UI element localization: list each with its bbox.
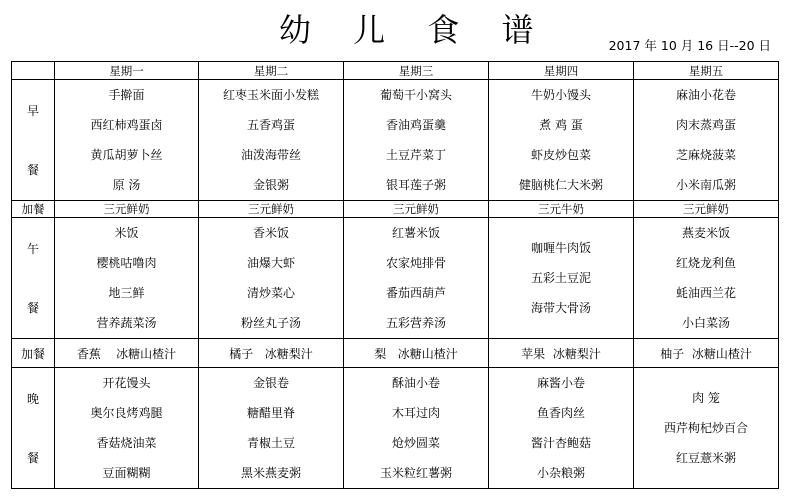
meal-label-bottom: 餐 xyxy=(26,301,39,315)
date-range: 2017 年 10 月 16 日--20 日 xyxy=(608,38,771,53)
lunch-row xyxy=(12,218,779,339)
dish-item: 番茄西葫芦 xyxy=(385,286,446,300)
dish-item: 黄瓜胡萝卜丝 xyxy=(90,148,163,162)
dish-item: 红豆薏米粥 xyxy=(675,451,736,465)
dish-item: 香油鸡蛋羹 xyxy=(385,118,446,132)
extra-meal-row-1 xyxy=(12,201,779,218)
meal-label-lunch xyxy=(12,218,55,339)
dish-item: 糖醋里脊 xyxy=(246,406,295,420)
dish-item: 小白菜汤 xyxy=(681,316,730,330)
dish-item: 油泼海带丝 xyxy=(240,148,301,162)
dish-item: 银耳莲子粥 xyxy=(385,178,446,192)
corner-cell xyxy=(12,62,55,80)
dish-item: 虾皮炒包菜 xyxy=(530,148,591,162)
meal-label-extra: 加餐 xyxy=(12,201,55,218)
snack-cell: 三元牛奶 xyxy=(489,201,634,218)
dish-item: 牛奶小馒头 xyxy=(530,88,591,102)
snack-fruit: 橘子 xyxy=(229,346,254,361)
snack-cell: 三元鲜奶 xyxy=(634,201,779,218)
snack-cell xyxy=(55,339,199,368)
dish-item: 葡萄干小窝头 xyxy=(379,88,452,102)
dish-item: 红薯米饭 xyxy=(391,226,440,240)
dish-item: 香米饭 xyxy=(252,226,289,240)
dish-item: 开花馒头 xyxy=(102,376,151,390)
dish-item: 麻酱小卷 xyxy=(536,376,585,390)
dish-item: 木耳过肉 xyxy=(391,406,440,420)
meal-label-dinner xyxy=(12,368,55,489)
dish-cell xyxy=(634,80,779,201)
snack-fruit: 柚子 xyxy=(660,346,685,361)
snack-drink: 冰糖梨汁 xyxy=(264,346,313,361)
meal-label-top: 午 xyxy=(26,242,39,256)
snack-drink: 冰糖山楂汁 xyxy=(116,346,177,361)
day-header: 星期五 xyxy=(634,62,779,80)
dish-item: 粉丝丸子汤 xyxy=(240,316,301,330)
dish-item: 西红柿鸡蛋卤 xyxy=(90,118,163,132)
dish-cell xyxy=(489,218,634,339)
dish-item: 酱汁杏鲍菇 xyxy=(530,436,591,450)
dish-item: 奥尔良烤鸡腿 xyxy=(90,406,163,420)
snack-cell xyxy=(634,339,779,368)
dish-item: 麻油小花卷 xyxy=(675,88,736,102)
snack-fruit: 梨 xyxy=(374,346,387,361)
header-row xyxy=(12,62,779,80)
meal-label-bottom: 餐 xyxy=(26,163,39,177)
dish-cell xyxy=(199,368,344,489)
meal-label-top: 晚 xyxy=(26,392,39,406)
dish-item: 青椒土豆 xyxy=(246,436,295,450)
snack-drink: 冰糖梨汁 xyxy=(552,346,601,361)
dish-item: 土豆芹菜丁 xyxy=(385,148,446,162)
dish-item: 西芹枸杞炒百合 xyxy=(663,421,748,435)
dish-item: 地三鲜 xyxy=(108,286,145,300)
dish-item: 鱼香肉丝 xyxy=(536,406,585,420)
snack-cell: 三元鲜奶 xyxy=(344,201,489,218)
meal-label-extra: 加餐 xyxy=(12,339,55,368)
dish-item: 油爆大虾 xyxy=(246,256,295,270)
dish-item: 五彩土豆泥 xyxy=(530,271,591,285)
dish-item: 健脑桃仁大米粥 xyxy=(518,178,603,192)
dish-cell xyxy=(55,368,199,489)
dish-item: 樱桃咕噜肉 xyxy=(96,256,157,270)
menu-table xyxy=(11,61,779,489)
dish-item: 小米南瓜粥 xyxy=(675,178,736,192)
dish-item: 五香鸡蛋 xyxy=(246,118,295,132)
dish-cell xyxy=(199,80,344,201)
day-header: 星期二 xyxy=(199,62,344,80)
dish-item: 小杂粮粥 xyxy=(536,466,585,480)
dish-cell xyxy=(55,218,199,339)
dish-item: 煮 鸡 蛋 xyxy=(539,118,583,132)
dish-cell xyxy=(489,80,634,201)
dish-cell xyxy=(55,80,199,201)
dish-cell xyxy=(344,218,489,339)
dish-item: 肉末蒸鸡蛋 xyxy=(675,118,736,132)
dish-item: 玉米粒红薯粥 xyxy=(379,466,452,480)
dish-item: 红枣玉米面小发糕 xyxy=(222,88,319,102)
snack-cell xyxy=(199,339,344,368)
page-title: 幼 儿 食 谱 xyxy=(279,11,550,49)
dish-cell xyxy=(344,368,489,489)
dish-item: 米饭 xyxy=(114,226,139,240)
dish-item: 金银卷 xyxy=(252,376,289,390)
dish-cell xyxy=(634,368,779,489)
dish-item: 黑米燕麦粥 xyxy=(240,466,301,480)
dish-item: 炝炒圆菜 xyxy=(391,436,440,450)
snack-fruit: 香蕉 xyxy=(76,346,101,361)
meal-label-breakfast xyxy=(12,80,55,201)
dinner-row xyxy=(12,368,779,489)
day-header: 星期三 xyxy=(344,62,489,80)
dish-item: 海带大骨汤 xyxy=(530,301,591,315)
snack-fruit: 苹果 xyxy=(521,346,546,361)
snack-drink: 冰糖山楂汁 xyxy=(397,346,458,361)
dish-item: 咖喱牛肉饭 xyxy=(530,241,591,255)
dish-item: 原 汤 xyxy=(112,178,141,192)
extra-meal-row-2 xyxy=(12,339,779,368)
meal-label-top: 早 xyxy=(26,104,39,118)
dish-item: 红烧龙利鱼 xyxy=(675,256,736,270)
dish-cell xyxy=(344,80,489,201)
dish-item: 营养蔬菜汤 xyxy=(96,316,157,330)
dish-item: 豆面糊糊 xyxy=(102,466,151,480)
dish-item: 蚝油西兰花 xyxy=(675,286,736,300)
dish-item: 农家炖排骨 xyxy=(385,256,446,270)
meal-label-bottom: 餐 xyxy=(26,451,39,465)
dish-cell xyxy=(199,218,344,339)
breakfast-row xyxy=(12,80,779,201)
dish-item: 芝麻烧菠菜 xyxy=(675,148,736,162)
dish-item: 金银粥 xyxy=(252,178,289,192)
dish-cell xyxy=(634,218,779,339)
dish-item: 手擀面 xyxy=(108,88,145,102)
snack-cell: 三元鲜奶 xyxy=(199,201,344,218)
dish-item: 燕麦米饭 xyxy=(681,226,730,240)
dish-item: 肉 笼 xyxy=(692,391,720,405)
day-header: 星期四 xyxy=(489,62,634,80)
dish-cell xyxy=(489,368,634,489)
dish-item: 香菇烧油菜 xyxy=(96,436,157,450)
snack-cell: 三元鲜奶 xyxy=(55,201,199,218)
dish-item: 五彩营养汤 xyxy=(385,316,446,330)
snack-drink: 冰糖山楂汁 xyxy=(691,346,752,361)
day-header: 星期一 xyxy=(55,62,199,80)
snack-cell xyxy=(489,339,634,368)
dish-item: 清炒菜心 xyxy=(246,286,295,300)
dish-item: 酥油小卷 xyxy=(391,376,440,390)
snack-cell xyxy=(344,339,489,368)
